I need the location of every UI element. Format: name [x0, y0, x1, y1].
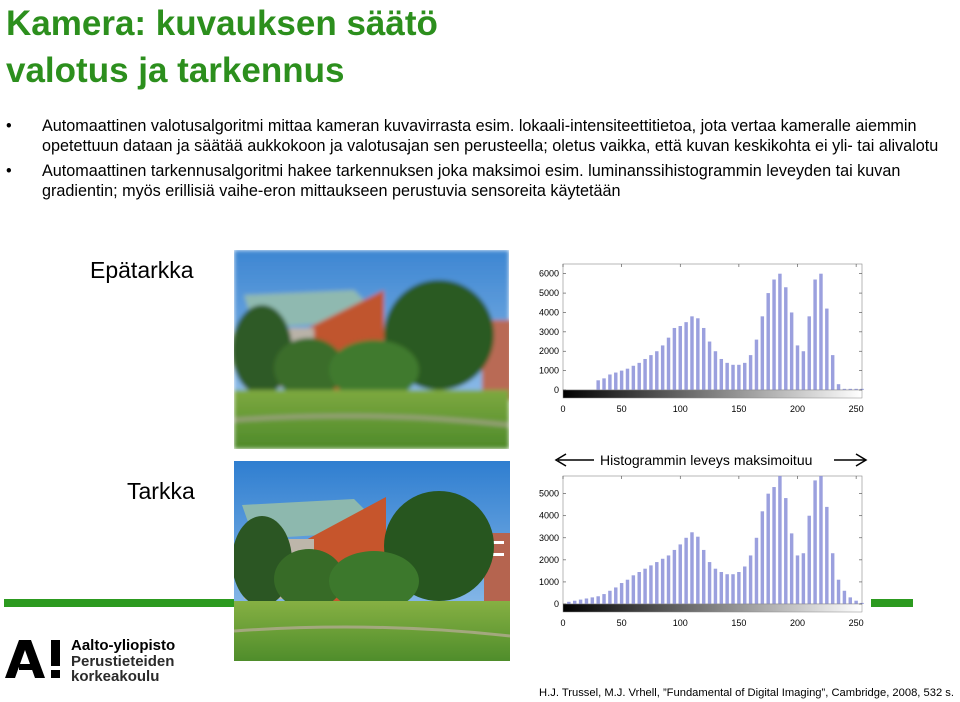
- histogram-bar: [614, 587, 617, 604]
- histogram-bar: [579, 600, 582, 604]
- y-tick-label: 3000: [538, 326, 559, 337]
- histogram-bar: [766, 293, 769, 390]
- histogram-bar: [591, 597, 594, 604]
- y-tick-label: 0: [553, 385, 559, 395]
- x-tick-label: 50: [616, 404, 627, 414]
- intensity-gradient-strip: [563, 604, 862, 612]
- logo-line-1: Aalto-yliopisto: [71, 637, 176, 654]
- blurry-label: Epätarkka: [90, 257, 194, 283]
- histogram-bar: [632, 366, 635, 390]
- histogram-bar: [596, 596, 599, 604]
- histogram-bar: [690, 316, 693, 390]
- histogram-bar: [714, 569, 717, 604]
- green-bar-left: [4, 599, 234, 607]
- sharp-photo: [234, 461, 510, 661]
- citation-credit: H.J. Trussel, M.J. Vrhell, ”Fundamental of Digital Imaging”, Cambridge, 2008, 532 s.: [539, 687, 954, 699]
- histogram-bar: [725, 363, 728, 390]
- histogram-bar: [620, 371, 623, 390]
- y-tick-label: 1000: [538, 576, 559, 587]
- histogram-bar: [684, 538, 687, 604]
- bullet-marker: •: [6, 117, 12, 135]
- histogram-bar: [796, 555, 799, 604]
- histogram-bar: [720, 359, 723, 390]
- histogram-bar: [819, 274, 822, 390]
- histogram-bar: [743, 363, 746, 390]
- bullet-text-exposure: Automaattinen valotusalgoritmi mittaa kameran kuvavirrasta esim. lokaali-intensiteettitietoa, jota vertaa kameralle aiemmin opetettuun dataan ja säätää aukkokoon ja valotusajan sen perusteella; oletus vaikka, että kuvan keskikohta ei yli- tai alivalotu: [42, 117, 939, 155]
- histogram-bar: [843, 591, 846, 604]
- histogram-bar: [626, 369, 629, 390]
- y-tick-label: 2000: [538, 346, 559, 357]
- histogram-bar: [637, 572, 640, 604]
- aalto-logo-mark: [5, 638, 67, 685]
- histogram-bar: [755, 340, 758, 390]
- histogram-width-annotation-text: Histogrammin leveys maksimoituu: [600, 452, 813, 468]
- histogram-bar: [761, 316, 764, 390]
- histogram-bar: [778, 274, 781, 390]
- blurry-photo: [234, 250, 509, 449]
- histogram-bar: [743, 566, 746, 604]
- histogram-bar: [761, 511, 764, 604]
- histogram-bar: [802, 553, 805, 604]
- histogram-bar: [790, 312, 793, 390]
- y-tick-label: 1000: [538, 365, 559, 376]
- histogram-bar: [596, 380, 599, 390]
- histogram-bar: [720, 572, 723, 604]
- histogram-bar: [737, 365, 740, 390]
- x-tick-label: 100: [672, 404, 688, 414]
- histogram-bar: [673, 328, 676, 390]
- histogram-bar: [690, 532, 693, 604]
- histogram-bar: [702, 328, 705, 390]
- histogram-bar: [585, 598, 588, 604]
- histogram-bar: [655, 562, 658, 604]
- histogram-bar: [567, 602, 570, 604]
- histogram-bar: [778, 476, 781, 604]
- bullet-item-exposure: [6, 117, 954, 156]
- histogram-bar: [784, 287, 787, 390]
- histogram-bar: [737, 572, 740, 604]
- histogram-bar: [602, 378, 605, 390]
- green-bar-right: [871, 599, 913, 607]
- logo-line-3: korkeakoulu: [71, 668, 160, 685]
- y-tick-label: 0: [553, 599, 559, 609]
- histogram-bar: [655, 351, 658, 390]
- histogram-bar: [684, 322, 687, 390]
- y-tick-label: 6000: [538, 268, 559, 279]
- bullet-text-focus: Automaattinen tarkennusalgoritmi hakee tarkennuksen joka maksimoi esim. luminanssihistogrammin leveyden tai kuvan gradientin; myös erillisiä vaihe-eron mittaukseen perustuvia sensoreita käytetään: [42, 162, 901, 200]
- histogram-bar: [819, 476, 822, 604]
- y-tick-label: 3000: [538, 532, 559, 543]
- histogram-bar: [796, 345, 799, 390]
- x-tick-label: 50: [616, 618, 627, 628]
- histogram-bar: [679, 544, 682, 604]
- histogram-bar: [702, 550, 705, 604]
- sharp-histogram: [500, 470, 875, 635]
- histogram-bar: [608, 591, 611, 604]
- histogram-bar: [661, 559, 664, 604]
- slide-title-line-1: Kamera: kuvauksen säätö: [6, 4, 438, 43]
- histogram-bar: [667, 555, 670, 604]
- histogram-bar: [831, 355, 834, 390]
- histogram-bar: [643, 569, 646, 604]
- blurry-histogram: [500, 258, 875, 423]
- histogram-bar: [808, 316, 811, 390]
- histogram-bar: [749, 355, 752, 390]
- histogram-bar: [802, 351, 805, 390]
- histogram-bar: [784, 498, 787, 604]
- histogram-bar: [837, 384, 840, 390]
- aalto-logo-text: [71, 638, 175, 685]
- histogram-bar: [679, 326, 682, 390]
- y-tick-label: 5000: [538, 488, 559, 499]
- y-tick-label: 2000: [538, 554, 559, 565]
- histogram-bar: [772, 280, 775, 390]
- x-tick-label: 250: [848, 404, 864, 414]
- histogram-width-annotation: [552, 448, 870, 472]
- histogram-bar: [813, 480, 816, 604]
- y-tick-label: 4000: [538, 307, 559, 318]
- histogram-bar: [667, 338, 670, 390]
- histogram-frame: [563, 476, 862, 604]
- histogram-bar: [661, 345, 664, 390]
- x-tick-label: 100: [672, 618, 688, 628]
- histogram-bar: [608, 374, 611, 390]
- x-tick-label: 0: [560, 404, 566, 414]
- x-tick-label: 150: [731, 404, 747, 414]
- bullet-marker: •: [6, 162, 12, 180]
- x-tick-label: 150: [731, 618, 747, 628]
- bullet-item-focus: [6, 162, 954, 201]
- histogram-bar: [749, 555, 752, 604]
- slide-title: [6, 0, 438, 94]
- histogram-bar: [772, 487, 775, 604]
- histogram-bar: [614, 373, 617, 390]
- histogram-bar: [825, 309, 828, 390]
- histogram-bar: [573, 601, 576, 604]
- sharp-label: Tarkka: [127, 478, 195, 504]
- histogram-bar: [649, 565, 652, 604]
- x-tick-label: 200: [789, 618, 806, 628]
- bullet-list: [6, 117, 954, 207]
- histogram-bar: [708, 562, 711, 604]
- histogram-bar: [714, 351, 717, 390]
- x-tick-label: 200: [789, 404, 806, 414]
- histogram-bar: [673, 550, 676, 604]
- histogram-bar: [708, 342, 711, 390]
- logo-line-2: Perustieteiden: [71, 652, 175, 670]
- x-tick-label: 250: [848, 618, 864, 628]
- histogram-bar: [626, 580, 629, 604]
- histogram-bar: [766, 494, 769, 604]
- histogram-bar: [643, 359, 646, 390]
- histogram-bar: [837, 580, 840, 604]
- histogram-bar: [620, 583, 623, 604]
- histogram-bar: [637, 363, 640, 390]
- slide-title-line-2: valotus ja tarkennus: [6, 51, 345, 90]
- histogram-bar: [755, 538, 758, 604]
- histogram-bar: [831, 553, 834, 604]
- histogram-bar: [825, 507, 828, 604]
- y-tick-label: 4000: [538, 510, 559, 521]
- histogram-bar: [808, 516, 811, 604]
- histogram-bar: [849, 597, 852, 604]
- histogram-bar: [696, 318, 699, 390]
- histogram-bar: [696, 537, 699, 604]
- y-tick-label: 5000: [538, 288, 559, 299]
- histogram-bar: [649, 355, 652, 390]
- histogram-bar: [731, 365, 734, 390]
- histogram-bar: [813, 280, 816, 390]
- histogram-bar: [731, 574, 734, 604]
- histogram-bar: [602, 594, 605, 604]
- x-tick-label: 0: [560, 618, 566, 628]
- histogram-bar: [854, 601, 857, 604]
- histogram-bar: [725, 574, 728, 604]
- intensity-gradient-strip: [563, 390, 862, 398]
- histogram-frame: [563, 264, 862, 390]
- histogram-bar: [632, 575, 635, 604]
- histogram-bar: [790, 533, 793, 604]
